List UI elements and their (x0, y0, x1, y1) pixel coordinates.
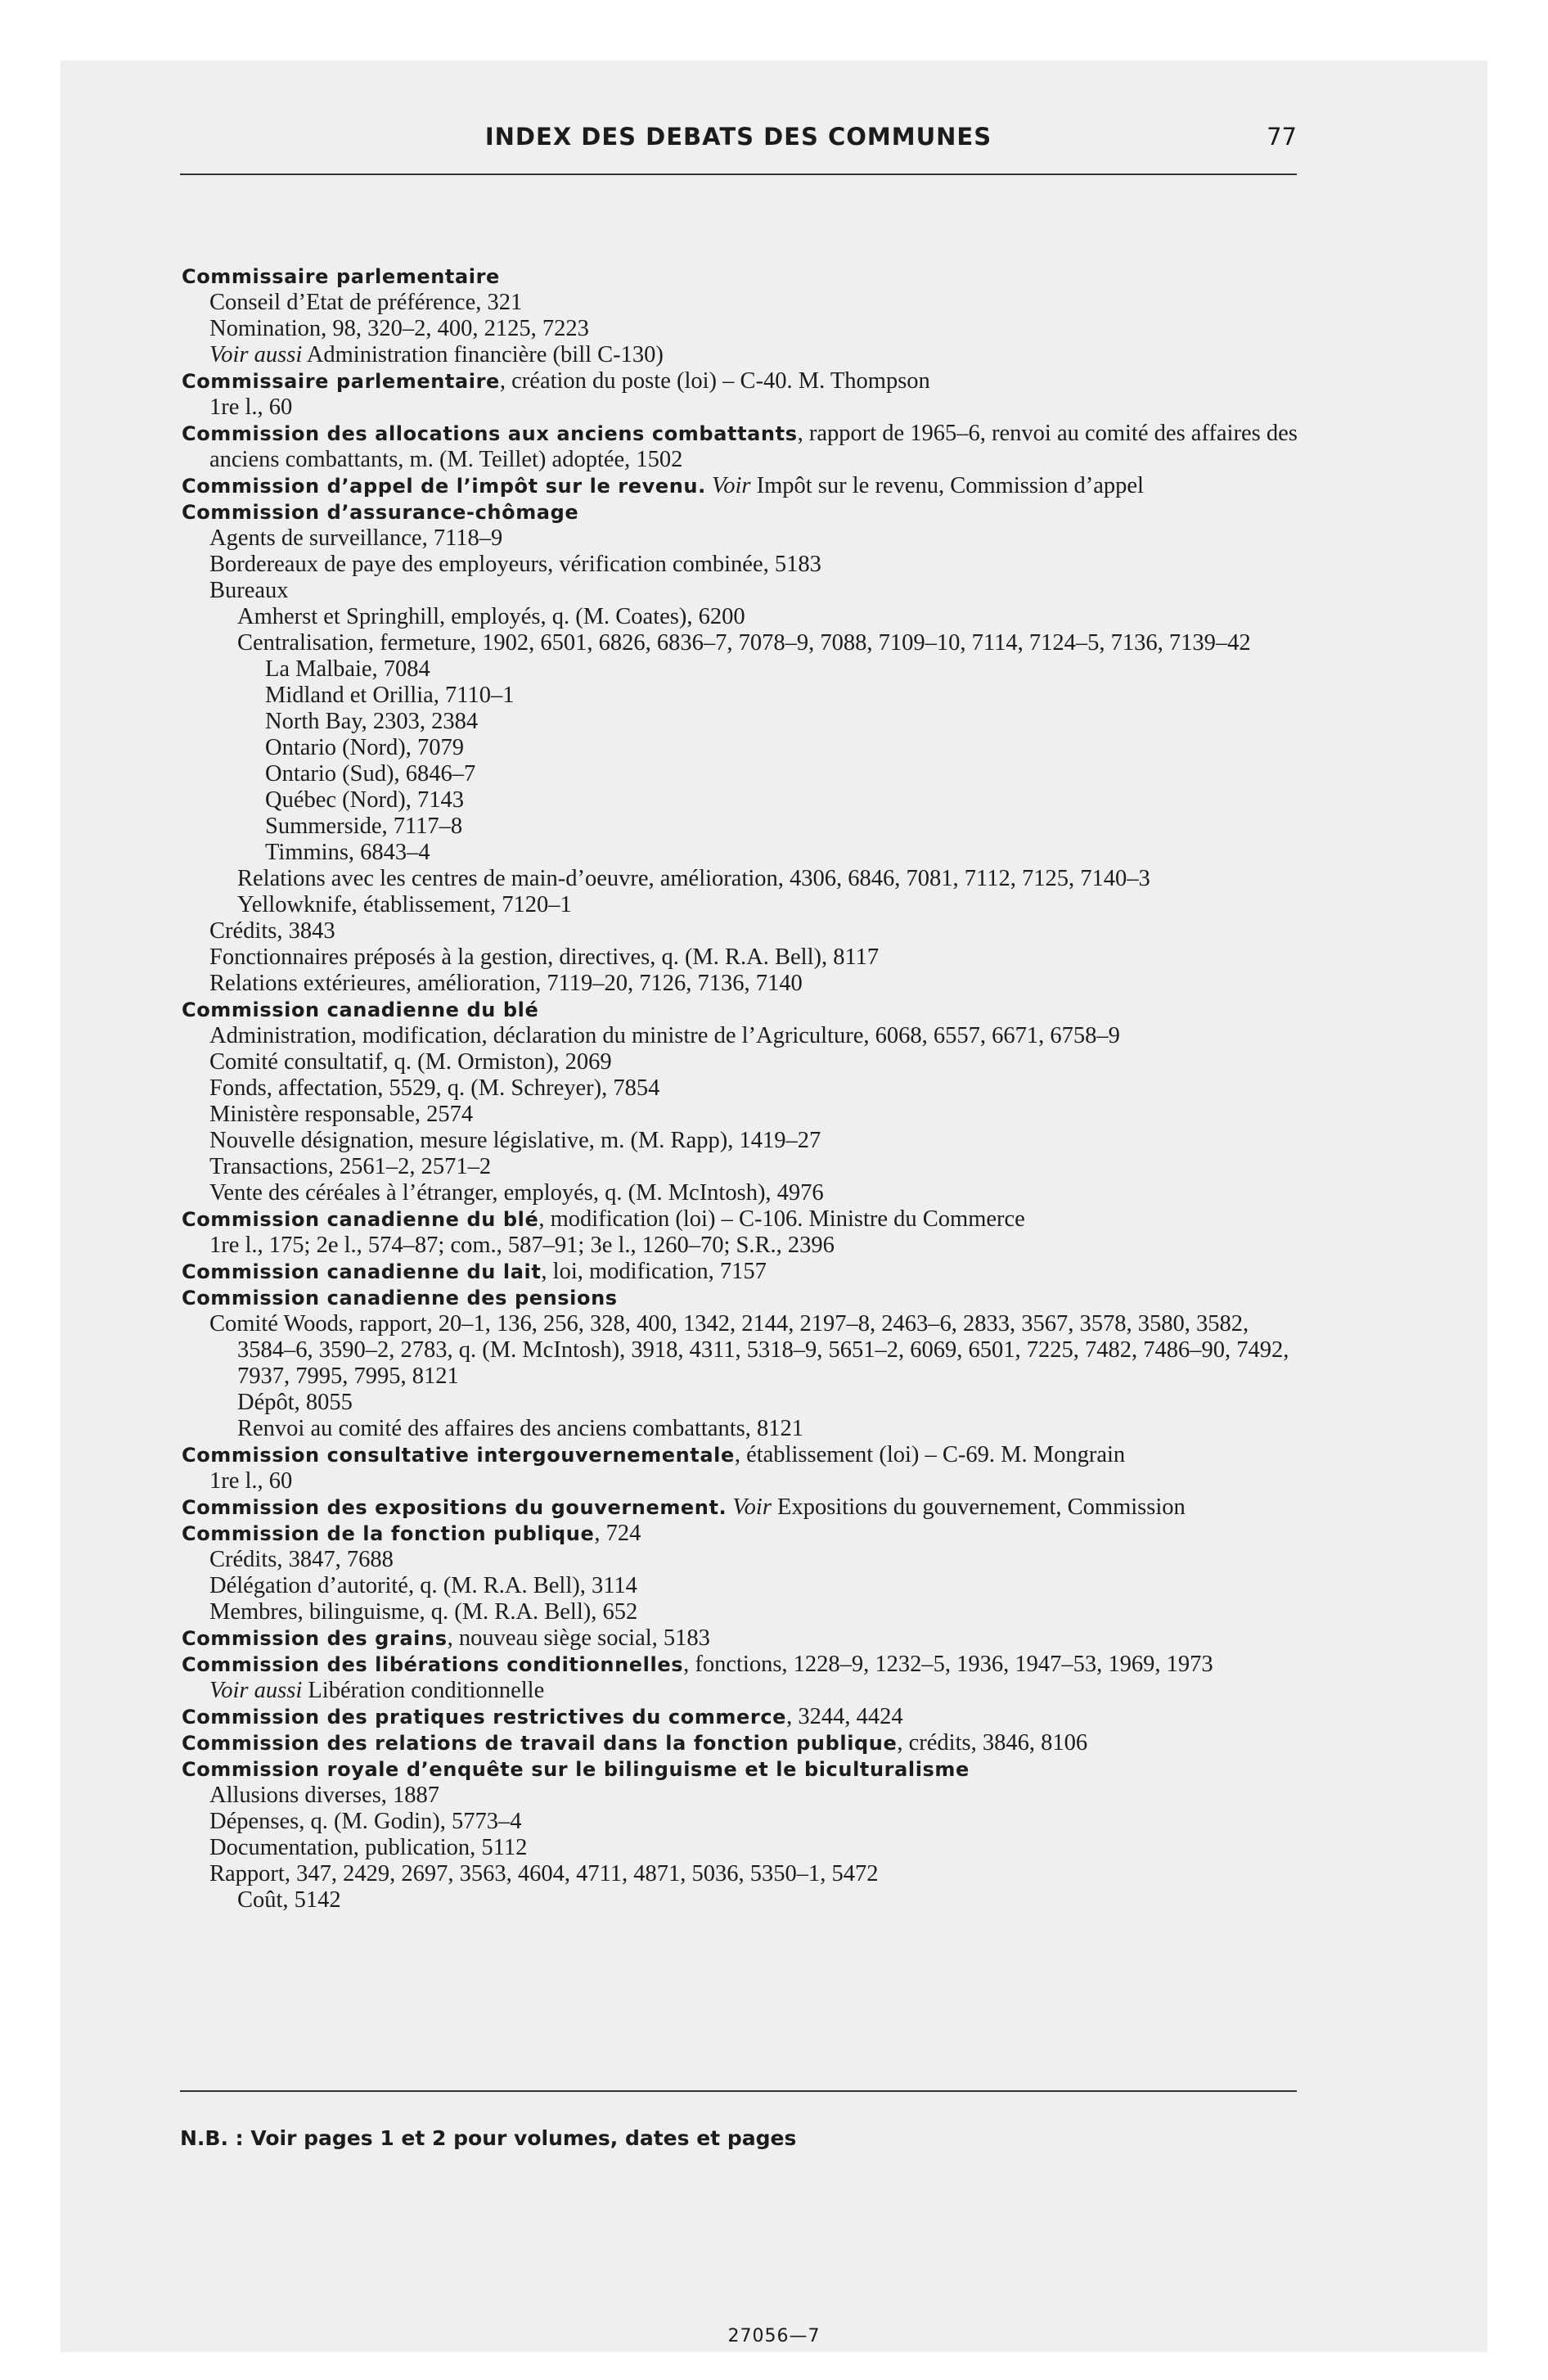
index-sub-entry (182, 1416, 1311, 1442)
entry-text: Bureaux (209, 578, 289, 603)
index-sub-entry (182, 316, 1311, 342)
entry-text: Bordereaux de paye des employeurs, vérification combinée, 5183 (209, 552, 821, 577)
see-also-reference: Voir (727, 1494, 772, 1520)
entry-text: Transactions, 2561–2, 2571–2 (209, 1154, 492, 1179)
entry-text: Libération conditionnelle (302, 1678, 545, 1703)
entry-text: , rapport de 1965–6, renvoi au comité des affaires des anciens combattants, m. (M. Teillet) adoptée, 1502 (209, 421, 1298, 472)
index-heading-entry (182, 1259, 1311, 1285)
entry-text: Timmins, 6843–4 (265, 840, 430, 865)
entry-text: 1re l., 60 (209, 394, 293, 420)
index-sub-entry (182, 709, 1311, 735)
entry-text: Allusions diverses, 1887 (209, 1783, 440, 1808)
entry-text: Crédits, 3843 (209, 918, 335, 944)
index-heading-entry (182, 499, 1311, 525)
entry-heading: Commission canadienne du blé (182, 998, 539, 1021)
entry-heading: Commission canadienne du lait (182, 1260, 542, 1283)
entry-text: Midland et Orillia, 7110–1 (265, 683, 515, 708)
entry-text: Summerside, 7117–8 (265, 814, 463, 839)
index-heading-entry (182, 368, 1311, 394)
index-sub-entry (182, 787, 1311, 814)
index-heading-entry (182, 997, 1311, 1023)
entry-text: , 724 (594, 1521, 641, 1546)
index-sub-entry (182, 1311, 1311, 1390)
entry-text: Fonctionnaires préposés à la gestion, directives, q. (M. R.A. Bell), 8117 (209, 944, 880, 970)
entry-heading: Commission des grains (182, 1627, 448, 1650)
index-sub-entry (182, 892, 1311, 918)
index-sub-entry (182, 761, 1311, 787)
page-number: 77 (1267, 123, 1297, 151)
index-sub-entry (182, 1075, 1311, 1102)
see-also-reference: Voir aussi (209, 342, 303, 367)
index-sub-entry (182, 1180, 1311, 1206)
index-heading-entry (182, 264, 1311, 290)
footer-code: 27056—7 (727, 2326, 821, 2346)
entry-text: Québec (Nord), 7143 (265, 787, 464, 813)
page-header (180, 123, 1297, 201)
see-also-reference: Voir (705, 473, 751, 498)
footer-rule (180, 2090, 1297, 2092)
index-sub-entry (182, 683, 1311, 709)
entry-text: Vente des céréales à l’étranger, employés, q. (M. McIntosh), 4976 (209, 1180, 824, 1206)
index-heading-entry (182, 1730, 1311, 1756)
index-sub-entry (182, 604, 1311, 630)
index-sub-entry (182, 1861, 1311, 1887)
index-sub-entry (182, 1599, 1311, 1625)
entry-heading: Commission de la fonction publique (182, 1522, 595, 1545)
entry-text: Délégation d’autorité, q. (M. R.A. Bell), 3114 (209, 1573, 637, 1598)
entry-text: Nouvelle désignation, mesure législative, m. (M. Rapp), 1419–27 (209, 1128, 821, 1153)
entry-heading: Commission des allocations aux anciens combattants (182, 422, 798, 445)
entry-heading: Commission des relations de travail dans la fonction publique (182, 1732, 898, 1755)
index-heading-entry (182, 421, 1311, 473)
entry-text: Relations extérieures, amélioration, 7119–20, 7126, 7136, 7140 (209, 971, 803, 996)
index-sub-entry (182, 1678, 1311, 1704)
index-sub-entry (182, 578, 1311, 604)
entry-text: Comité consultatif, q. (M. Ormiston), 2069 (209, 1049, 612, 1075)
index-heading-entry (182, 1704, 1311, 1730)
index-sub-entry (182, 525, 1311, 552)
index-sub-entry (182, 735, 1311, 761)
entry-text: Ontario (Nord), 7079 (265, 735, 464, 760)
entry-heading: Commission des pratiques restrictives du commerce (182, 1706, 787, 1729)
entry-text: , fonctions, 1228–9, 1232–5, 1936, 1947–53, 1969, 1973 (683, 1652, 1213, 1677)
entry-text: Expositions du gouvernement, Commission (771, 1494, 1186, 1520)
entry-text: Amherst et Springhill, employés, q. (M. Coates), 6200 (237, 604, 745, 629)
entry-text: , nouveau siège social, 5183 (447, 1625, 710, 1651)
index-sub-entry (182, 918, 1311, 944)
index-sub-entry (182, 342, 1311, 368)
entry-text: 1re l., 60 (209, 1468, 293, 1494)
entry-heading: Commissaire parlementaire (182, 370, 500, 393)
index-sub-entry (182, 866, 1311, 892)
entry-text: Ontario (Sud), 6846–7 (265, 761, 476, 787)
index-sub-entry (182, 630, 1311, 656)
entry-text: Dépenses, q. (M. Godin), 5773–4 (209, 1809, 522, 1834)
entry-text: Administration financière (bill C-130) (302, 342, 664, 367)
index-sub-entry (182, 1887, 1311, 1913)
index-heading-entry (182, 1521, 1311, 1547)
index-sub-entry (182, 814, 1311, 840)
index-sub-entry (182, 840, 1311, 866)
entry-text: Agents de surveillance, 7118–9 (209, 525, 503, 551)
entry-text: Centralisation, fermeture, 1902, 6501, 6826, 6836–7, 7078–9, 7088, 7109–10, 7114, 7124–5, 7136, 7139–42 (237, 630, 1251, 656)
index-sub-entry (182, 1154, 1311, 1180)
index-sub-entry (182, 1023, 1311, 1049)
entry-text: Documentation, publication, 5112 (209, 1835, 528, 1860)
index-sub-entry (182, 1809, 1311, 1835)
entry-text: Impôt sur le revenu, Commission d’appel (750, 473, 1144, 498)
entry-heading: Commission d’appel de l’impôt sur le revenu. (182, 475, 706, 498)
index-sub-entry (182, 1233, 1311, 1259)
index-heading-entry (182, 1652, 1311, 1678)
index-sub-entry (182, 656, 1311, 683)
index-sub-entry (182, 1573, 1311, 1599)
page-title: INDEX DES DEBATS DES COMMUNES (484, 123, 992, 151)
index-sub-entry (182, 1835, 1311, 1861)
index-sub-entry (182, 971, 1311, 997)
see-also-reference: Voir aussi (209, 1678, 303, 1703)
entry-text: , établissement (loi) – C-69. M. Mongrain (734, 1442, 1126, 1467)
index-heading-entry (182, 1206, 1311, 1233)
entry-text: Crédits, 3847, 7688 (209, 1547, 394, 1572)
entry-text: Ministère responsable, 2574 (209, 1102, 474, 1127)
entry-heading: Commission royale d’enquête sur le bilinguisme et le biculturalisme (182, 1758, 970, 1781)
index-sub-entry (182, 552, 1311, 578)
index-heading-entry (182, 1285, 1311, 1311)
entry-text: Renvoi au comité des affaires des anciens combattants, 8121 (237, 1416, 803, 1441)
index-heading-entry (182, 1494, 1311, 1521)
index-sub-entry (182, 1390, 1311, 1416)
entry-heading: Commission des expositions du gouvernement. (182, 1496, 727, 1519)
entry-text: Dépôt, 8055 (237, 1390, 353, 1415)
entry-text: Coût, 5142 (237, 1887, 341, 1913)
footnote: N.B. : Voir pages 1 et 2 pour volumes, dates et pages (180, 2126, 797, 2150)
index-heading-entry (182, 1442, 1311, 1468)
entry-text: Yellowknife, établissement, 7120–1 (237, 892, 572, 917)
entry-text: Rapport, 347, 2429, 2697, 3563, 4604, 4711, 4871, 5036, 5350–1, 5472 (209, 1861, 879, 1886)
entry-text: Fonds, affectation, 5529, q. (M. Schreyer), 7854 (209, 1075, 660, 1101)
index-sub-entry (182, 1783, 1311, 1809)
entry-text: North Bay, 2303, 2384 (265, 709, 479, 734)
entry-text: La Malbaie, 7084 (265, 656, 430, 682)
entry-text: , crédits, 3846, 8106 (897, 1730, 1088, 1756)
index-sub-entry (182, 1468, 1311, 1494)
entry-heading: Commission canadienne des pensions (182, 1287, 618, 1309)
entry-text: 1re l., 175; 2e l., 574–87; com., 587–91; 3e l., 1260–70; S.R., 2396 (209, 1233, 835, 1258)
index-sub-entry (182, 290, 1311, 316)
entry-heading: Commissaire parlementaire (182, 265, 500, 288)
entry-text: Nomination, 98, 320–2, 400, 2125, 7223 (209, 316, 589, 341)
index-heading-entry (182, 473, 1311, 499)
index-sub-entry (182, 1049, 1311, 1075)
header-rule (180, 174, 1297, 175)
entry-text: Administration, modification, déclaration du ministre de l’Agriculture, 6068, 6557, 6671, 6758–9 (209, 1023, 1120, 1048)
entry-text: , création du poste (loi) – C-40. M. Thompson (499, 368, 930, 394)
entry-text: Relations avec les centres de main-d’oeuvre, amélioration, 4306, 6846, 7081, 7112, 7125, 7140–3 (237, 866, 1150, 891)
index-heading-entry (182, 1625, 1311, 1652)
entry-heading: Commission des libérations conditionnelles (182, 1653, 684, 1676)
entry-text: , modification (loi) – C-106. Ministre du Commerce (538, 1206, 1025, 1232)
entry-text: , loi, modification, 7157 (541, 1259, 767, 1284)
index-sub-entry (182, 1547, 1311, 1573)
entry-text: Comité Woods, rapport, 20–1, 136, 256, 328, 400, 1342, 2144, 2197–8, 2463–6, 2833, 3567, 3578, 3580, 3582, 3584–6, 3590–2, 2783, q. (M. McIntosh), 3918, 4311, 5318–9, 5651–2, 6069, 6501, 7225, 7482, 7486–90, 7492, 7937, 7995, 7995, 8121 (209, 1311, 1289, 1389)
entry-text: , 3244, 4424 (786, 1704, 903, 1729)
entry-heading: Commission consultative intergouvernementale (182, 1444, 735, 1467)
entry-text: Conseil d’Etat de préférence, 321 (209, 290, 523, 315)
index-entries (182, 264, 1311, 1913)
entry-heading: Commission canadienne du blé (182, 1208, 539, 1231)
index-sub-entry (182, 944, 1311, 971)
entry-heading: Commission d’assurance-chômage (182, 501, 579, 524)
entry-text: Membres, bilinguisme, q. (M. R.A. Bell), 652 (209, 1599, 638, 1625)
index-sub-entry (182, 1128, 1311, 1154)
index-heading-entry (182, 1756, 1311, 1783)
index-sub-entry (182, 1102, 1311, 1128)
index-sub-entry (182, 394, 1311, 421)
